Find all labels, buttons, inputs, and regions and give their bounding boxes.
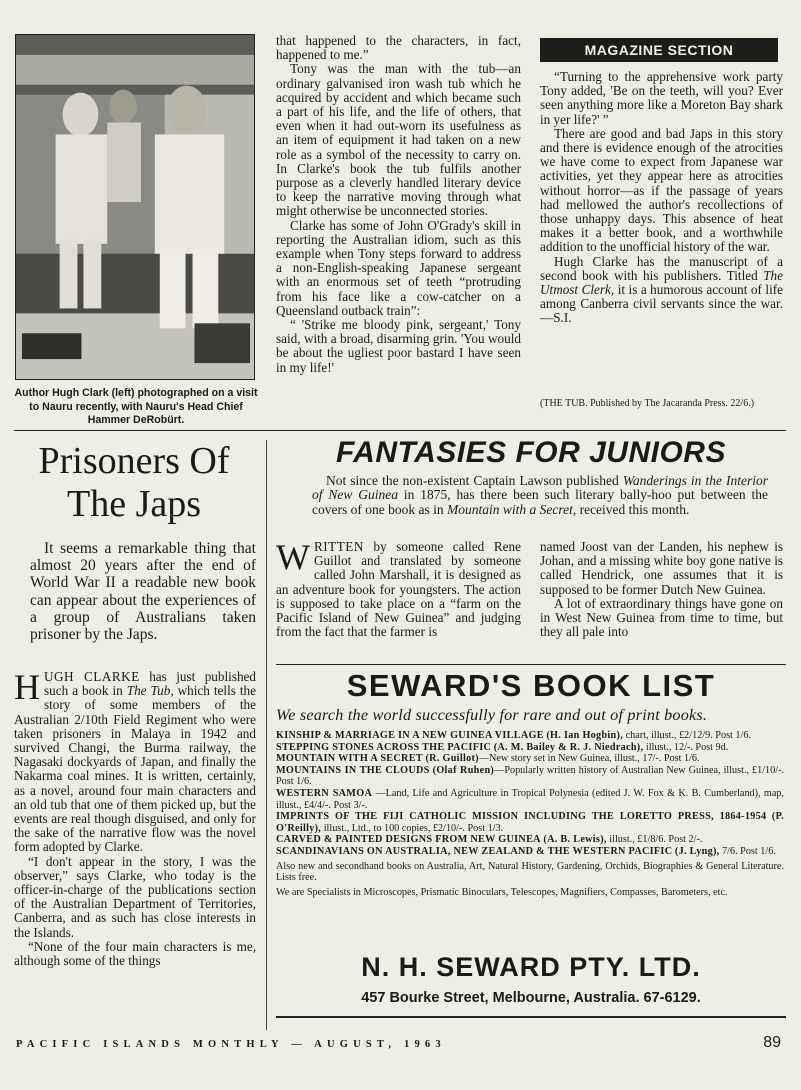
drop-cap: H — [14, 667, 40, 707]
text-run: by someone called Rene Guillot and translated by someone called John Marshall, it is designed as an adventure book for youngsters. The action is supposed to take place on a “farm on the Pacific Island of New Guinea” and judging from the fact that the farmer is — [276, 539, 521, 640]
book-list-item — [276, 846, 784, 858]
book-list-title: MOUNTAIN WITH A SECRET — [276, 753, 423, 765]
book-list-item — [276, 753, 784, 765]
fantasies-column-left — [276, 537, 521, 640]
book-list-details: illust., Ltd., to 100 copies, £2/10/-. Post 1/3. — [321, 822, 504, 834]
paragraph: “None of the four main characters is me, although some of the things — [14, 938, 256, 969]
text-run: has just published such a book in — [44, 669, 256, 699]
book-list-title: WESTERN SAMOA — [276, 787, 373, 799]
text-run: Hugh Clarke has the manuscript of a second book with his publishers. Titled — [540, 253, 783, 283]
book-list-item — [276, 834, 784, 846]
book-list-details: —Land, Life and Agriculture in Tropical Polynesia (edited J. W. Fox & K. B. Cumberland), map, illust., £4/4/-. Post 3/-. — [276, 787, 784, 811]
book-list-author: (Olaf Ruhen) — [432, 764, 495, 776]
text-run: it is a humorous account of life among Canberra civil servants since the war.—S.I. — [540, 282, 783, 326]
book-list-details: —Popularly written history of Australian New Guinea, illust., £1/10/-. Post 1/6. — [276, 764, 785, 788]
book-list-item — [276, 811, 784, 834]
book-list-title: CARVED & PAINTED DESIGNS FROM NEW GUINEA — [276, 834, 541, 846]
lead-caps: UGH CLARKE — [44, 669, 140, 684]
book-title: Mountain with a Secret, — [446, 501, 577, 517]
text-run: which tells the story of some members of the Australian 2/10th Field Regiment who were taken prisoners in Malaya in 1942 and survived Changi, the Burma railway, the Nagasaki dockyards of Japan, and finally the Nakarma coal mines. It is written, certainly, as a novel, around four main characters and an old tub that one of them picked up, but the events are real though disguised, and only for the sake of the narrative flow was the novel form adopted by Clarke. — [14, 683, 256, 855]
book-list-title: KINSHIP & MARRIAGE IN A NEW GUINEA VILLAGE — [276, 730, 544, 741]
book-list-title: STEPPING STONES ACROSS THE PACIFIC — [276, 741, 492, 753]
book-list-title: MOUNTAINS IN THE CLOUDS — [276, 764, 430, 776]
page-number: 89 — [763, 1034, 781, 1051]
book-source-note: (THE TUB. Published by The Jacaranda Press. 22/6.) — [540, 398, 755, 409]
advert-title: SEWARD'S BOOK LIST — [346, 668, 716, 703]
book-list-author: (P. O'Reilly), — [276, 811, 785, 834]
book-list-author: (J. Lyng), — [674, 845, 720, 857]
paragraph: There are good and bad Japs in this story and there is evidence enough of the atrocities we have come to expect from Japanese war activities, yet they appear here as atrocities without horror—as if the passage of years had mellowed the author's recollections of those unhappy days. This absence of heat makes it a better book, and a worthwhile addition to the unofficial history of the war. — [540, 125, 783, 255]
paragraph — [540, 255, 783, 326]
book-list-details: 7/6. Post 1/6. — [719, 845, 776, 857]
book-list-item — [276, 730, 784, 742]
paragraph: “ 'Strike me bloody pink, sergeant,' Tony said, with a broad, disarming grin. 'You would be about the ugliest poor bastard I have seen in my life!' — [276, 317, 521, 375]
book-list-author: (R. Guillot) — [425, 753, 479, 765]
article-title — [14, 440, 254, 526]
photo-caption: Author Hugh Clark (left) photographed on a visit to Nauru recently, with Nauru's Head Chief Hammer DeRobürt. — [14, 387, 258, 426]
book-list-item — [276, 788, 784, 811]
book-title: The Utmost Clerk, — [540, 267, 783, 298]
text-run: Not since the non-existent Captain Lawson published — [326, 473, 623, 488]
book-list-details: illust., £1/8/6. Post 2/-. — [606, 834, 703, 846]
paragraph: named Joost van der Landen, his nephew is Johan, and a missing white boy gone native is called Hendrick, one assumes that it is supposed to be former Dutch New Guinea. — [540, 539, 783, 597]
author-photo — [15, 34, 255, 380]
company-name: N. H. SEWARD PTY. LTD. — [361, 952, 701, 982]
paragraph: Tony was the man with the tub—an ordinary galvanised iron wash tub which he acquired by accident and which became such a part of his life, and the life of others, that even when it had out-worn its usefulness as an item of equipment it had taken on a new role as a symbol of the necessity to carry on. In Clarke's book the tub fulfils another purpose as a cleverly handled literary device to keep the narrative moving through what might otherwise be unconnected stories. — [276, 61, 521, 219]
advert-tagline: We search the world successfully for rare and out of print books. — [276, 706, 708, 724]
review-column-right — [540, 70, 783, 326]
review-column-left — [14, 667, 256, 969]
book-title: Wanderings in the Interior of New Guinea — [312, 473, 768, 503]
book-items — [276, 730, 784, 858]
book-list-details: chart, illust., £2/12/9. Post 1/6. — [623, 730, 751, 741]
paragraph — [276, 537, 521, 640]
review-column-middle — [276, 34, 521, 375]
paragraph: A lot of extraordinary things have gone on in West New Guinea from time to time, but they all pale into — [540, 595, 783, 640]
divider — [276, 1016, 786, 1018]
book-title: The Tub, — [126, 683, 174, 699]
divider — [276, 664, 786, 665]
paragraph: “I don't appear in the story, I was the observer,” says Clarke, who today is the officer-in-charge of the publications section of the Australian Department of Territories, Canberra, and as such has close interests in the Islands. — [14, 853, 256, 940]
company-address: 457 Bourke Street, Melbourne, Australia. 67-6129. — [361, 990, 701, 1006]
photo-illustration — [16, 35, 254, 379]
text-run: received this month. — [576, 501, 690, 517]
title-line: Prisoners Of — [38, 440, 230, 482]
advert-note: We are Specialists in Microscopes, Prismatic Binoculars, Telescopes, Magnifiers, Compasses, Barometers, etc. — [276, 886, 728, 898]
text-run: in 1875, has there been such literary bally-hoo put between the covers of one book as in — [312, 487, 768, 517]
paragraph — [14, 667, 256, 855]
book-list-author: (A. B. Lewis), — [543, 834, 607, 846]
paragraph: that happened to the characters, in fact, happened to me.” — [276, 33, 521, 63]
drop-cap: W — [276, 537, 310, 577]
book-list-details: —New story set in New Guinea, illust., 17/-. Post 1/6. — [478, 753, 700, 765]
running-footer: PACIFIC ISLANDS MONTHLY — AUGUST, 1963 — [16, 1039, 446, 1050]
book-list — [276, 730, 784, 898]
lead-caps: RITTEN — [313, 539, 364, 554]
article-title: FANTASIES FOR JUNIORS — [336, 436, 726, 469]
paragraph: Clarke has some of John O'Grady's skill in reporting the Australian idiom, such as this example when Tony steps forward to address a non-English-speaking Japanese sergeant with an enormous set of teeth “protruding from his face like a cow-catcher on a Queensland outback train”: — [276, 217, 521, 318]
title-line: The Japs — [66, 483, 202, 525]
advert-note: Also new and secondhand books on Australia, Art, Natural History, Gardening, Orchids, Biographies & General Literature. Lists free. — [276, 860, 784, 884]
book-list-author: (H. Ian Hogbin), — [546, 730, 624, 741]
fantasies-column-right — [540, 540, 783, 639]
paragraph: “Turning to the apprehensive work party Tony added, 'Be on the teeth, will you? Ever seen anything more like a Moreton Bay shark in yer life?' ” — [540, 69, 783, 127]
book-list-item — [276, 765, 784, 788]
book-list-details: illust., 12/-. Post 9d. — [643, 741, 729, 753]
book-list-author: (A. M. Bailey & R. J. Niedrach), — [493, 741, 644, 753]
article-intro — [312, 474, 768, 517]
magazine-section-banner: MAGAZINE SECTION — [540, 38, 778, 62]
book-list-item — [276, 742, 784, 754]
book-list-title: IMPRINTS OF THE FIJI CATHOLIC MISSION INCLUDING THE LORETTO PRESS, 1864-1954 — [276, 811, 767, 823]
article-intro: It seems a remarkable thing that almost 20 years after the end of World War II a readable new book can appear about the experiences of a group of Australians taken prisoner by the Japs. — [30, 540, 256, 644]
column-rule — [266, 440, 267, 1030]
book-list-title: SCANDINAVIANS ON AUSTRALIA, NEW ZEALAND & THE WESTERN PACIFIC — [276, 845, 673, 857]
divider — [14, 430, 786, 431]
